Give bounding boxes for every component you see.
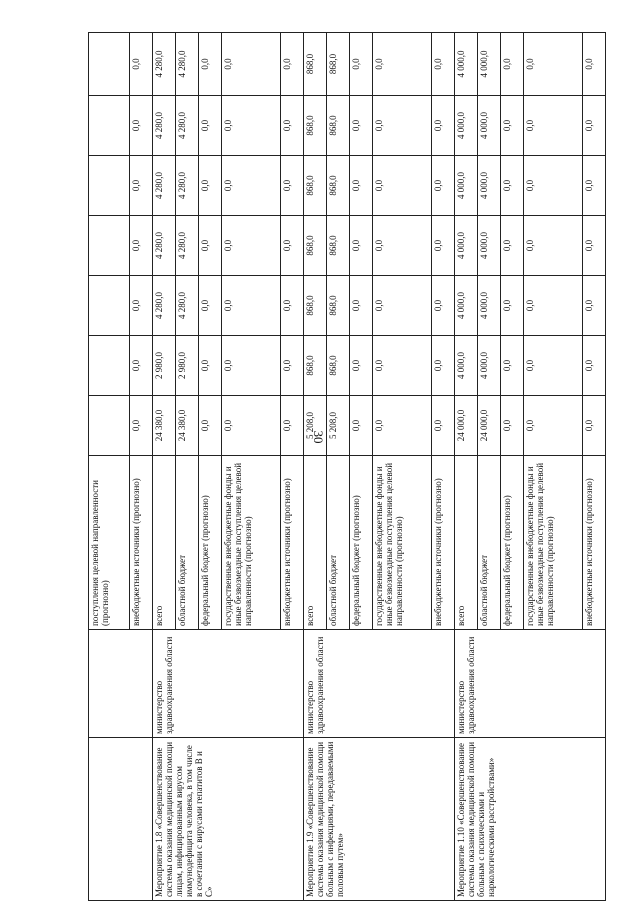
value-cell: 0,0 xyxy=(280,216,303,276)
value-cell: 0,0 xyxy=(501,96,524,156)
value-cell: 0,0 xyxy=(373,336,432,396)
funding-source-cell: областной бюджет xyxy=(327,456,350,630)
funding-source-cell: внебюджетные источники (прогнозно) xyxy=(280,456,303,630)
value-cell: 4 280,0 xyxy=(152,276,175,336)
value-cell: 0,0 xyxy=(373,96,432,156)
value-cell: 0,0 xyxy=(199,156,222,216)
value-cell: 0,0 xyxy=(199,276,222,336)
value-cell: 0,0 xyxy=(501,396,524,456)
value-cell: 868,0 xyxy=(303,276,326,336)
value-cell: 0,0 xyxy=(350,396,373,456)
value-cell: 0,0 xyxy=(129,33,152,96)
value-cell: 0,0 xyxy=(222,276,281,336)
rotated-table-container xyxy=(88,33,606,901)
funding-source-cell: всего xyxy=(152,456,175,630)
funding-source-cell: государственные внебюджетные фонды и иные безвозмездные поступления целевой направленности (прогнозно) xyxy=(373,456,432,630)
value-cell: 0,0 xyxy=(280,396,303,456)
value-cell: 0,0 xyxy=(582,336,605,396)
value-cell: 0,0 xyxy=(350,276,373,336)
value-cell: 868,0 xyxy=(327,336,350,396)
value-cell: 4 280,0 xyxy=(176,216,199,276)
value-cell: 0,0 xyxy=(373,216,432,276)
funding-source-cell: областной бюджет xyxy=(478,456,501,630)
value-cell: 0,0 xyxy=(350,33,373,96)
funding-source-cell: федеральный бюджет (прогнозно) xyxy=(199,456,222,630)
value-cell: 0,0 xyxy=(280,336,303,396)
value-cell: 0,0 xyxy=(199,336,222,396)
value-cell: 0,0 xyxy=(280,33,303,96)
funding-source-cell: внебюджетные источники (прогнозно) xyxy=(582,456,605,630)
value-cell: 0,0 xyxy=(524,276,583,336)
value-cell: 0,0 xyxy=(431,336,454,396)
value-cell: 0,0 xyxy=(280,96,303,156)
funding-source-cell: федеральный бюджет (прогнозно) xyxy=(350,456,373,630)
value-cell: 4 000,0 xyxy=(478,96,501,156)
value-cell: 0,0 xyxy=(582,216,605,276)
table-row xyxy=(303,33,326,901)
value-cell: 2 980,0 xyxy=(152,336,175,396)
measure-name-cell: Мероприятие 1.10 «Совершенствование системы оказания медицинской помощи больным с психическими и наркологическими расстройствами» xyxy=(454,738,605,901)
funding-source-cell: внебюджетные источники (прогнозно) xyxy=(431,456,454,630)
value-cell: 5 208,0 xyxy=(327,396,350,456)
value-cell: 0,0 xyxy=(129,216,152,276)
value-cell: 0,0 xyxy=(350,96,373,156)
value-cell: 0,0 xyxy=(199,96,222,156)
value-cell: 0,0 xyxy=(222,396,281,456)
value-cell: 0,0 xyxy=(350,336,373,396)
value-cell: 4 280,0 xyxy=(176,33,199,96)
value-cell: 0,0 xyxy=(582,96,605,156)
value-cell: 0,0 xyxy=(222,336,281,396)
value-cell: 0,0 xyxy=(199,33,222,96)
table-row xyxy=(454,33,477,901)
value-cell: 0,0 xyxy=(280,276,303,336)
value-cell: 0,0 xyxy=(199,396,222,456)
funding-source-cell: всего xyxy=(303,456,326,630)
value-cell: 0,0 xyxy=(373,33,432,96)
value-cell: 0,0 xyxy=(373,156,432,216)
value-cell: 868,0 xyxy=(303,156,326,216)
funding-source-cell: федеральный бюджет (прогнозно) xyxy=(501,456,524,630)
value-cell: 0,0 xyxy=(350,216,373,276)
value-cell: 4 280,0 xyxy=(176,156,199,216)
value-cell: 0,0 xyxy=(524,396,583,456)
value-cell: 868,0 xyxy=(327,156,350,216)
value-cell: 0,0 xyxy=(524,336,583,396)
funding-source-cell: государственные внебюджетные фонды и иные безвозмездные поступления целевой направленности (прогнозно) xyxy=(524,456,583,630)
value-cell: 0,0 xyxy=(501,276,524,336)
value-cell: 4 280,0 xyxy=(152,216,175,276)
value-cell: 868,0 xyxy=(303,336,326,396)
value-cell: 0,0 xyxy=(222,33,281,96)
value-cell: 4 000,0 xyxy=(454,216,477,276)
value-cell: 0,0 xyxy=(350,156,373,216)
value-cell: 0,0 xyxy=(129,96,152,156)
value-cell: 5 208,0 xyxy=(303,396,326,456)
value-cell: 4 000,0 xyxy=(478,156,501,216)
executor-cell: министерство здравоохранения области xyxy=(454,630,605,738)
value-cell: 868,0 xyxy=(303,33,326,96)
funding-source-cell: областной бюджет xyxy=(176,456,199,630)
value-cell: 0,0 xyxy=(524,156,583,216)
value-cell: 4 000,0 xyxy=(478,33,501,96)
value-cell: 0,0 xyxy=(582,33,605,96)
value-cell: 0,0 xyxy=(431,396,454,456)
value-cell: 0,0 xyxy=(431,96,454,156)
value-cell: 868,0 xyxy=(327,33,350,96)
value-cell: 0,0 xyxy=(501,216,524,276)
value-cell: 4 280,0 xyxy=(176,96,199,156)
funding-table xyxy=(88,32,606,901)
value-cell: 0,0 xyxy=(373,276,432,336)
value-cell: 0,0 xyxy=(222,156,281,216)
value-cell: 4 000,0 xyxy=(454,336,477,396)
value-cell: 0,0 xyxy=(280,156,303,216)
value-cell: 0,0 xyxy=(129,396,152,456)
value-cell: 4 280,0 xyxy=(152,33,175,96)
funding-source-cell: поступления целевой направленности (прогнозно) xyxy=(89,456,130,630)
value-cell: 4 000,0 xyxy=(454,33,477,96)
value-cell: 0,0 xyxy=(582,156,605,216)
value-cell: 0,0 xyxy=(431,156,454,216)
value-cell: 0,0 xyxy=(129,276,152,336)
value-cell: 4 000,0 xyxy=(478,336,501,396)
value-cell: 4 000,0 xyxy=(454,96,477,156)
value-cell: 4 000,0 xyxy=(478,276,501,336)
value-cell: 0,0 xyxy=(199,216,222,276)
value-cell: 0,0 xyxy=(129,156,152,216)
continuation-row xyxy=(89,33,130,901)
value-cell: 4 280,0 xyxy=(152,96,175,156)
value-cell: 868,0 xyxy=(327,216,350,276)
value-cell: 0,0 xyxy=(524,216,583,276)
value-cell: 0,0 xyxy=(431,216,454,276)
value-cell: 4 000,0 xyxy=(478,216,501,276)
value-cell: 0,0 xyxy=(524,96,583,156)
funding-source-cell: внебюджетные источники (прогнозно) xyxy=(129,456,152,630)
measure-name-cell: Мероприятие 1.8 «Совершенствование системы оказания медицинской помощи лицам, инфицированным вирусом иммунодефицита человека, в том числе в сочетании с вирусами гепатитов В и С» xyxy=(152,738,303,901)
value-cell: 2 980,0 xyxy=(176,336,199,396)
value-cell: 868,0 xyxy=(303,216,326,276)
value-cell: 0,0 xyxy=(222,216,281,276)
value-cell: 0,0 xyxy=(222,96,281,156)
value-cell: 0,0 xyxy=(582,396,605,456)
value-cell: 868,0 xyxy=(303,96,326,156)
measure-name-cell: Мероприятие 1.9 «Совершенствование системы оказания медицинской помощи больным с инфекциями, передаваемыми половым путем» xyxy=(303,738,454,901)
funding-source-cell: государственные внебюджетные фонды и иные безвозмездные поступления целевой направленности (прогнозно) xyxy=(222,456,281,630)
executor-cell: министерство здравоохранения области xyxy=(152,630,303,738)
value-cell: 0,0 xyxy=(373,396,432,456)
value-cell: 0,0 xyxy=(501,156,524,216)
value-cell: 4 280,0 xyxy=(176,276,199,336)
value-cell: 4 280,0 xyxy=(152,156,175,216)
executor-cell: министерство здравоохранения области xyxy=(303,630,454,738)
funding-source-cell: всего xyxy=(454,456,477,630)
value-cell: 24 380,0 xyxy=(152,396,175,456)
value-cell: 4 000,0 xyxy=(454,276,477,336)
value-cell: 0,0 xyxy=(431,276,454,336)
table-row xyxy=(152,33,175,901)
value-cell: 4 000,0 xyxy=(454,156,477,216)
value-cell: 24 380,0 xyxy=(176,396,199,456)
value-cell: 0,0 xyxy=(431,33,454,96)
value-cell: 0,0 xyxy=(582,276,605,336)
value-cell: 0,0 xyxy=(501,33,524,96)
value-cell: 24 000,0 xyxy=(478,396,501,456)
value-cell: 0,0 xyxy=(524,33,583,96)
value-cell: 24 000,0 xyxy=(454,396,477,456)
value-cell: 868,0 xyxy=(327,96,350,156)
value-cell: 0,0 xyxy=(501,336,524,396)
value-cell: 0,0 xyxy=(129,336,152,396)
page-number: 30 xyxy=(311,430,326,444)
value-cell: 868,0 xyxy=(327,276,350,336)
